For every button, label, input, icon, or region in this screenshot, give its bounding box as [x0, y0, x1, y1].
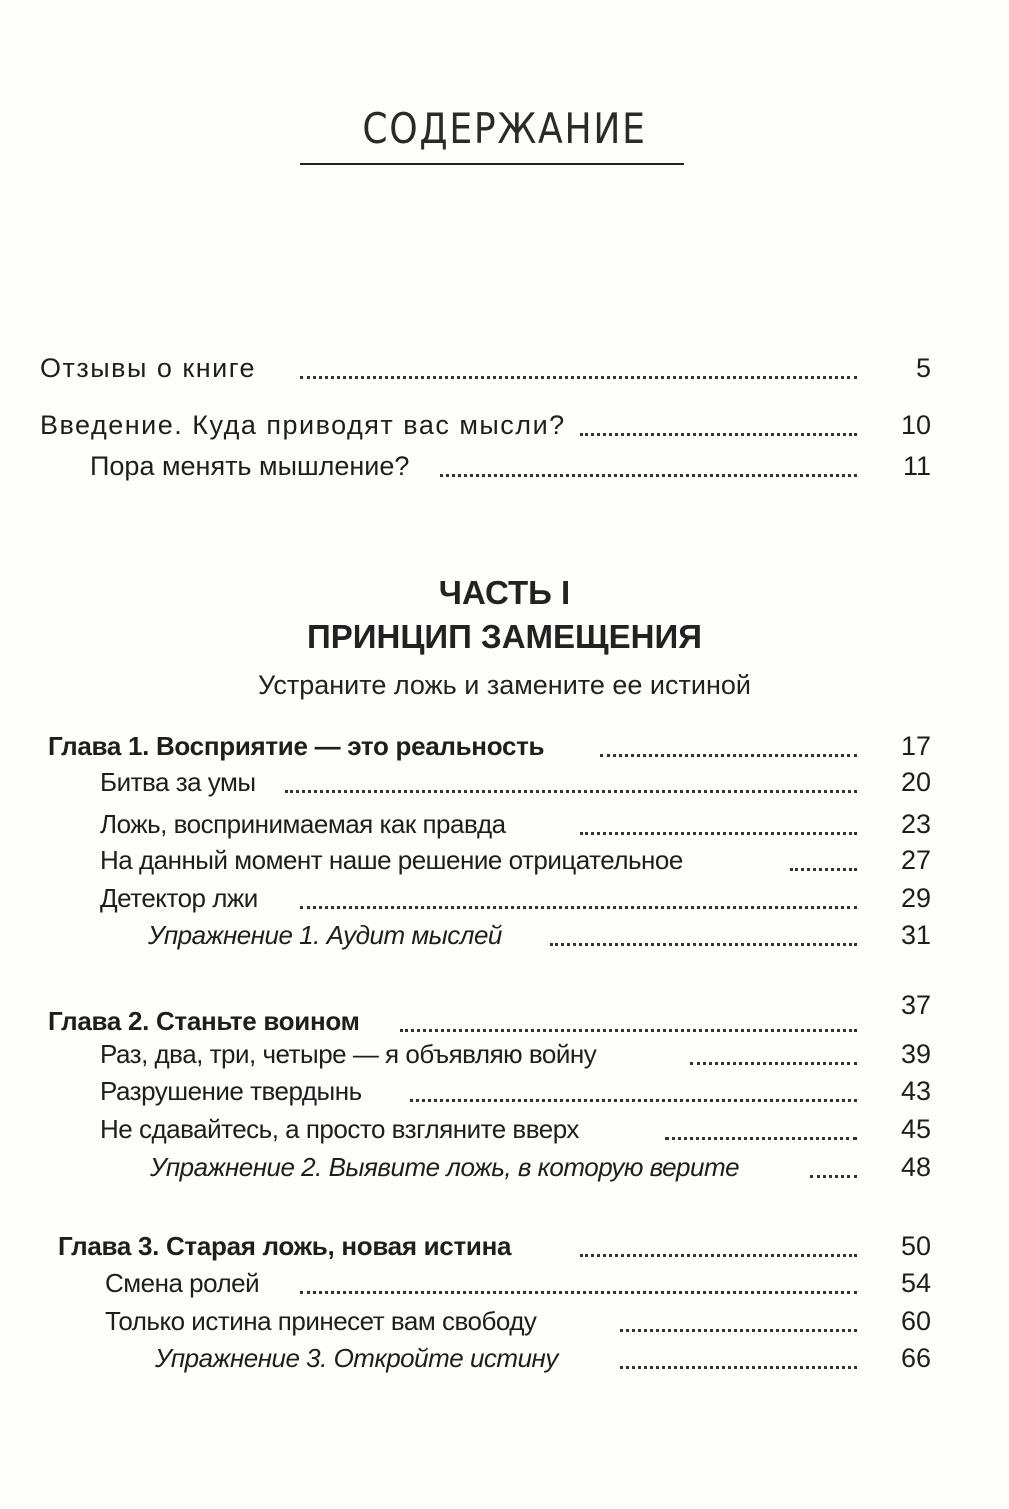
toc-entry-label: Глава 1. Восприятие — это реальность — [48, 728, 550, 764]
toc-page-number: 17 — [900, 731, 931, 761]
toc-entry-section[interactable] — [0, 448, 1009, 488]
dot-leader — [285, 786, 857, 793]
toc-page-number: 48 — [900, 1152, 931, 1182]
toc-chapter-1[interactable] — [0, 728, 1009, 768]
toc-page-number: 29 — [900, 883, 931, 913]
part-subtitle: Устраните ложь и замените ее истиной — [258, 670, 751, 700]
dot-leader — [620, 1325, 857, 1332]
toc-entry-section[interactable] — [0, 1073, 1009, 1113]
toc-page-number: 23 — [900, 809, 931, 839]
toc-page-number: 37 — [900, 990, 931, 1020]
toc-page-number: 31 — [900, 920, 931, 950]
toc-entry-label: Введение. Куда приводят вас мысли? — [40, 407, 572, 443]
dot-leader — [440, 470, 857, 477]
toc-page-number: 39 — [900, 1039, 931, 1069]
dot-leader — [580, 429, 857, 436]
toc-entry-section[interactable] — [0, 1036, 1009, 1076]
toc-entry-section[interactable] — [0, 806, 1009, 846]
dot-leader — [300, 372, 857, 379]
toc-entry-label: Глава 2. Станьте воином — [48, 1003, 366, 1039]
toc-entry-exercise[interactable] — [0, 917, 1009, 957]
toc-entry-label: Битва за умы — [100, 764, 262, 800]
dot-leader — [790, 864, 857, 871]
toc-page-number: 27 — [900, 845, 931, 875]
toc-chapter-3[interactable] — [0, 1228, 1009, 1268]
toc-entry-label: Отзывы о книге — [40, 350, 262, 386]
dot-leader — [665, 1133, 857, 1140]
dot-leader — [810, 1171, 857, 1178]
toc-entry-label: На данный момент наше решение отрицательное — [100, 842, 689, 878]
toc-entry-section[interactable] — [0, 880, 1009, 920]
toc-entry-label: Глава 3. Старая ложь, новая истина — [58, 1228, 517, 1264]
dot-leader — [690, 1058, 857, 1065]
dot-leader — [410, 1095, 857, 1102]
dot-leader — [300, 1287, 857, 1294]
toc-page-number: 10 — [900, 410, 931, 440]
toc-page-number: 45 — [900, 1114, 931, 1144]
toc-page-number: 50 — [900, 1231, 931, 1261]
toc-page-number: 5 — [915, 353, 931, 383]
dot-leader — [580, 828, 857, 835]
toc-page-number: 66 — [900, 1343, 931, 1373]
toc-entry-section[interactable] — [0, 1303, 1009, 1343]
toc-entry-label: Разрушение твердынь — [100, 1073, 368, 1109]
toc-entry-exercise[interactable] — [0, 1340, 1009, 1380]
toc-entry-reviews[interactable] — [0, 350, 1009, 390]
part-name: ПРИНЦИП ЗАМЕЩЕНИЯ — [307, 618, 702, 655]
toc-entry-section[interactable] — [0, 842, 1009, 882]
toc-entry-section[interactable] — [0, 1265, 1009, 1305]
toc-entry-label: Раз, два, три, четыре — я объявляю войну — [100, 1036, 602, 1072]
toc-page-number: 54 — [900, 1268, 931, 1298]
toc-entry-section[interactable] — [0, 764, 1009, 804]
toc-page-number: 11 — [902, 451, 931, 481]
toc-entry-introduction[interactable] — [0, 407, 1009, 447]
toc-entry-section[interactable] — [0, 1111, 1009, 1151]
toc-entry-label: Упражнение 3. Откройте истину — [155, 1340, 564, 1376]
toc-entry-label: Упражнение 1. Аудит мыслей — [148, 917, 508, 953]
dot-leader — [400, 1025, 857, 1032]
title-underline — [300, 163, 684, 165]
toc-entry-label: Только истина принесет вам свободу — [105, 1303, 542, 1339]
toc-page-number: 43 — [900, 1076, 931, 1106]
toc-entry-label: Не сдавайтесь, а просто взгляните вверх — [100, 1111, 585, 1147]
toc-entry-label: Пора менять мышление? — [90, 448, 415, 484]
page-title: СОДЕРЖАНИЕ — [362, 104, 647, 153]
toc-entry-label: Упражнение 2. Выявите ложь, в которую верите — [150, 1149, 745, 1185]
toc-page-number: 20 — [900, 767, 931, 797]
dot-leader — [550, 939, 857, 946]
toc-entry-label: Ложь, воспринимаемая как правда — [100, 806, 512, 842]
dot-leader — [300, 902, 857, 909]
part-number: ЧАСТЬ I — [438, 574, 571, 611]
toc-page-number: 60 — [900, 1306, 931, 1336]
dot-leader — [600, 750, 857, 757]
toc-entry-label: Смена ролей — [105, 1265, 265, 1301]
dot-leader — [580, 1250, 857, 1257]
toc-entry-exercise[interactable] — [0, 1149, 1009, 1189]
dot-leader — [620, 1362, 857, 1369]
toc-entry-label: Детектор лжи — [100, 880, 264, 916]
